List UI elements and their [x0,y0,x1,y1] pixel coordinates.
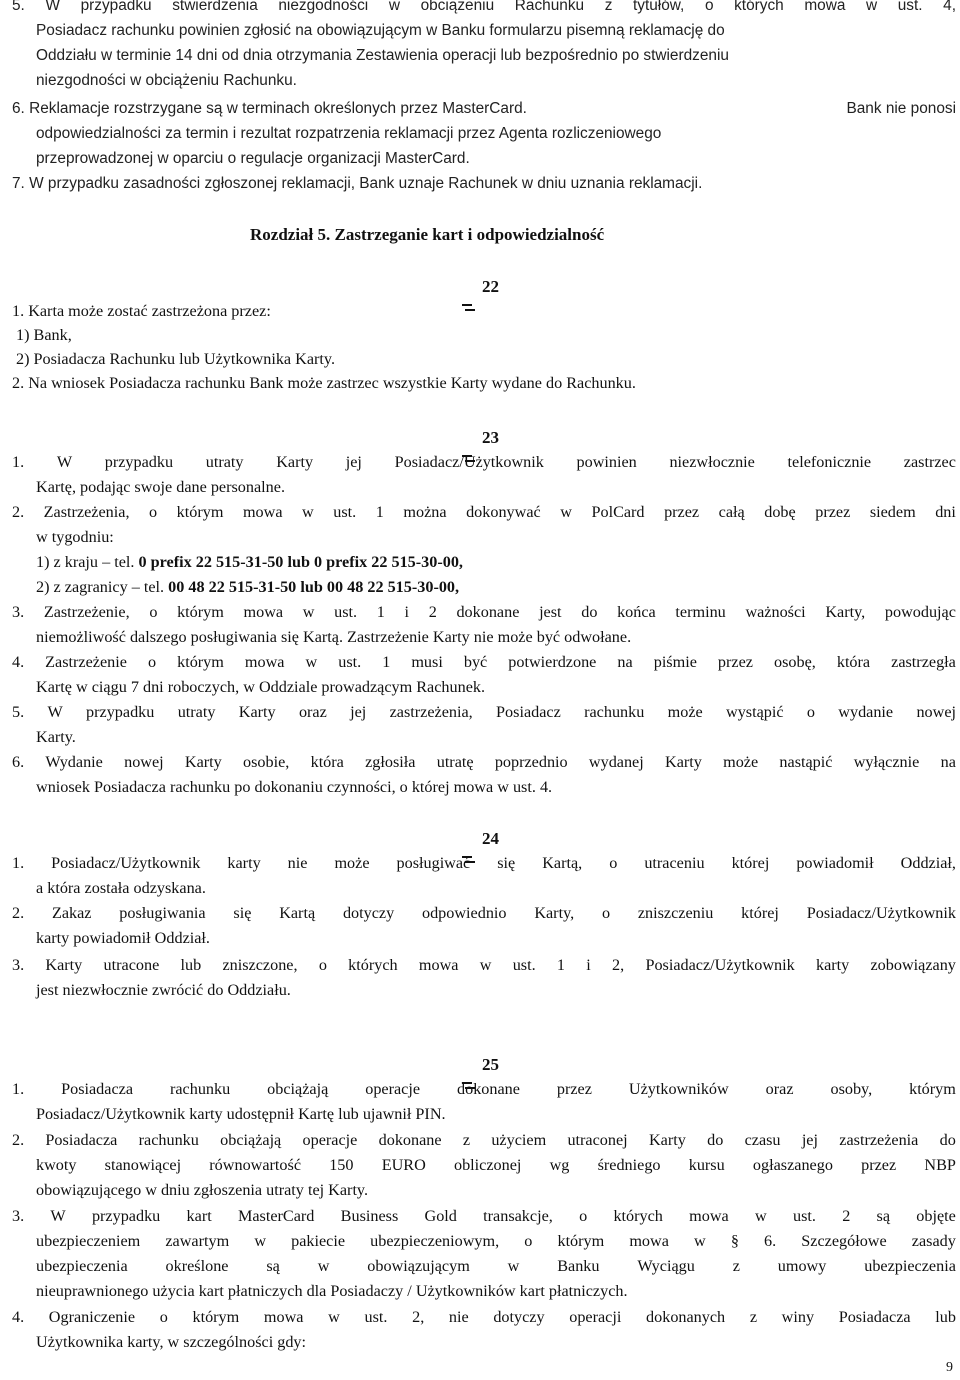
word: utraty [205,453,244,471]
s25-line-4 [36,1153,956,1178]
word: całą [718,503,745,521]
word: może [334,854,370,872]
s24-line-4: karty powiadomił Oddział. [36,929,210,947]
word: Kartą [279,904,316,922]
word: o [806,703,815,721]
word: ważności [745,603,806,621]
s23-line-9 [12,650,956,675]
word: 1. [12,453,25,471]
word: tytułów, [633,0,685,14]
word: potwierdzone [508,653,597,671]
word: kart [186,1207,212,1225]
word: 1 [376,603,385,621]
word: dokonywać [466,503,541,521]
paragraph-5-line-4: niezgodności w obciążeniu Rachunku. [36,72,297,89]
s25-line-7 [36,1229,956,1254]
word: o [318,956,327,974]
word: umowy [777,1257,827,1275]
word: Posiadacz [496,703,561,721]
word: mowa [243,603,284,621]
word: Kartą, [542,854,583,872]
s23-line-3 [12,500,956,525]
word: Karty, [534,904,575,922]
word: wydanej [588,753,644,771]
word: ust. [334,603,358,621]
word: ust. [897,0,923,14]
s23-line-2: Kartę, podając swoje dane personalne. [36,478,286,496]
s23-line-10: Kartę w ciągu 7 dni roboczych, w Oddziale prowadzącym Rachunek. [36,678,486,696]
word: z [732,1257,740,1275]
word: zastrzegła [891,653,956,671]
word: dokonane [456,603,520,621]
word: której [731,854,770,872]
word: 2. [12,503,25,521]
word: 2. [12,1131,25,1149]
word: Ograniczenie [48,1308,136,1326]
word: przez [861,1156,897,1174]
word: czasu [744,1131,781,1149]
s23-line-14: wniosek Posiadacza rachunku po dokonaniu czynności, o której mowa w ust. 4. [36,778,553,796]
word: karty [227,854,261,872]
word: ubezpieczenia [864,1257,956,1275]
word: Posiadacza [61,1080,134,1098]
word: 2, [612,956,625,974]
s25-line-5: obowiązującego w dniu zgłoszenia utraty tej Karty. [36,1181,369,1199]
paragraph-5-line-1 [12,0,956,18]
word: 1 [382,653,391,671]
word: NBP [924,1156,956,1174]
s22-line-4: 2. Na wniosek Posiadacza rachunku Bank może zastrzec wszystkie Karty wydane do Rachunku. [12,374,636,392]
s23-line-13 [12,750,956,775]
word: pakiecie [291,1232,346,1250]
word: do [581,603,598,621]
word: W [50,1207,66,1225]
word: końca [617,603,656,621]
word: 3. [12,956,25,974]
word: można [403,503,447,521]
word: rachunku [584,703,645,721]
word: są [266,1257,280,1275]
word: których [348,956,398,974]
word: Zakaz [51,904,92,922]
paragraph-5-line-2: Posiadacz rachunku powinien zgłosić na obowiązującym w Banku formularzu pisemną reklamację do [36,22,725,39]
word: Wyciągu [637,1257,695,1275]
word: Posiadacz/Użytkownik [806,904,956,922]
word: Posiadacza [838,1308,911,1326]
word: w [388,0,400,14]
word: jej [350,703,367,721]
word: 2 [428,603,437,621]
word: ust. [512,956,536,974]
word: do [707,1131,724,1149]
word: zastrzeżenia [839,1131,919,1149]
word: nastąpić [779,753,833,771]
word: ust. [792,1207,816,1225]
word: o [159,1308,168,1326]
s25-line-3 [12,1128,956,1153]
s25-line-6 [12,1204,956,1229]
word: niezwłocznie [669,453,755,471]
word: Banku [557,1257,600,1275]
paragraph-5-line-3: Oddziału w terminie 14 dni od dnia otrzymania Zestawienia operacji lub bezpośrednio po stwierdzeniu [36,47,729,64]
word: Zastrzeżenie, [43,603,130,621]
word: w [507,1257,520,1275]
s24-line-3 [12,901,956,926]
word: 5. [12,0,25,14]
word: w [317,1257,330,1275]
word: w [694,1232,706,1250]
word: określone [165,1257,229,1275]
s24-line-6: jest niezwłocznie zwrócić do Oddziału. [36,981,291,999]
word: winy [781,1308,815,1326]
word: powodując [884,603,956,621]
word: musi [411,653,443,671]
word: § [730,1232,739,1250]
word: 1. [12,854,25,872]
word: Karty [45,956,83,974]
word: Posiadacz/Użytkownik [394,453,544,471]
s25-line-9: nieuprawnionego użycia kart płatniczych dla Posiadaczy / Użytkowników kart płatniczych. [36,1282,628,1300]
word: W [47,703,63,721]
word: Rachunku [514,0,585,14]
s23-line-7 [12,600,956,625]
word: w [328,1308,340,1326]
word: Zastrzeżenia, [43,503,130,521]
word: kursu [688,1156,725,1174]
word: 2. [12,904,25,922]
word: Karty [238,703,276,721]
paragraph-7-line-1: 7. W przypadku zasadności zgłoszonej reklamacji, Bank uznaje Rachunek w dniu uznania reklamacji. [12,175,703,192]
word: wg [549,1156,570,1174]
word: dni [935,503,956,521]
s25-line-2: Posiadacz/Użytkownik karty udostępnił Kartę lub ujawnił PIN. [36,1105,446,1123]
word: Karty [665,753,702,771]
word: obowiązującym [367,1257,470,1275]
word: w [302,503,314,521]
word: 150 [329,1156,354,1174]
word: Szczegółowe [801,1232,887,1250]
s23-line-4: w tygodniu: [36,528,114,546]
word: nowej [124,753,164,771]
s23-line-12: Karty. [36,728,76,746]
word: w [866,0,878,14]
s23-line-11 [12,700,956,725]
paragraph-6-line-2: odpowiedzialności za termin i rezultat rozpatrzenia reklamacji przez Agenta rozliczeniowego [36,125,662,142]
word: Zastrzeżenie [45,653,127,671]
word: osobie, [243,753,290,771]
s23-line-1 [12,450,956,475]
word: ogłaszanego [752,1156,833,1174]
word: z [462,1131,471,1149]
word: piśmie [653,653,697,671]
word: karty [815,956,850,974]
word: i [404,603,410,621]
word: utratę [436,753,474,771]
word: osoby, [830,1080,873,1098]
word: Oddział, [900,854,956,872]
word: zawartym [165,1232,230,1250]
word: mowa [263,1308,304,1326]
word: równowartość [209,1156,301,1174]
word: 1 [556,956,565,974]
word: 3. [12,603,25,621]
word: obciążają [220,1131,282,1149]
word: powinien [576,453,637,471]
word: w [755,1207,767,1225]
word: o [609,854,618,872]
s22-line-2: 1) Bank, [16,326,72,344]
word: kwoty [36,1156,77,1174]
word: rachunku [138,1131,199,1149]
word: którym [177,653,224,671]
s22-line-1: 1. Karta może zostać zastrzeżona przez: [12,302,271,320]
word: nie [448,1308,469,1326]
word: mowa [418,956,459,974]
word: poprzednio [494,753,568,771]
word: dotyczy [493,1308,545,1326]
word: osobę, [774,653,816,671]
word: zniszczone, [222,956,298,974]
word: MasterCard [237,1207,315,1225]
word: ust. [333,503,357,521]
word: się [233,904,252,922]
word: przez [717,653,753,671]
word: i [586,956,591,974]
word: w [479,956,492,974]
word: zastrzeżenia, [389,703,473,721]
word: średniego [597,1156,661,1174]
word: Karty [184,753,222,771]
word: nie [287,854,308,872]
word: dotyczy [342,904,395,922]
s24-line-5 [12,953,956,978]
word: stwierdzenia [172,0,258,14]
word: operacje [365,1080,421,1098]
word: PolCard [591,503,645,521]
s25-line-8 [36,1254,956,1279]
word: Użytkowników [628,1080,729,1098]
word: na [617,653,633,671]
word: 1 [375,503,384,521]
word: 4, [943,0,956,14]
word: wystąpić [726,703,784,721]
word: wyłącznie [853,753,920,771]
word: na [940,753,956,771]
word: lub [180,956,202,974]
word: którym [176,503,224,521]
word: ubezpieczeniowym, [370,1232,500,1250]
word: Posiadacza [45,1131,118,1149]
word: 2 [842,1207,851,1225]
word: Business [340,1207,399,1225]
word: mowa [629,1232,669,1250]
word: dokonane [378,1131,442,1149]
word: przez [815,503,851,521]
word: oraz [765,1080,794,1098]
word: utraceniu [644,854,705,872]
word: stanowiącej [104,1156,182,1174]
word: o [147,653,157,671]
word: Posiadacz/Użytkownik [645,956,795,974]
word: się [497,854,516,872]
word: obciążeniu [420,0,495,14]
word: terminu [675,603,726,621]
word: 2, [412,1308,425,1326]
word: zastrzec [903,453,956,471]
word: zgłosiła [365,753,416,771]
s25-line-1 [12,1077,956,1102]
word: utracone [103,956,160,974]
word: utraconej [567,1131,628,1149]
word: niezgodności [278,0,369,14]
word: mowa [804,0,846,14]
word: do [939,1131,956,1149]
word: która [836,653,871,671]
word: przypadku [91,1207,161,1225]
word: którym [909,1080,956,1098]
word: przez [664,503,700,521]
word: dobę [764,503,796,521]
word: objęte [916,1207,956,1225]
word: zobowiązany [870,956,956,974]
word: przypadku [104,453,174,471]
word: którym [177,603,224,621]
word: jej [801,1131,818,1149]
word: lub [935,1308,956,1326]
word: o [149,603,158,621]
word: przypadku [86,703,155,721]
word: powiadomił [796,854,874,872]
word: w [302,603,315,621]
word: w [560,503,572,521]
paragraph-6-line-1: 6. Reklamacje rozstrzygane są w terminach określonych przez MasterCard. Bank nie ponosi [12,100,956,117]
word: mowa [244,653,285,671]
word: zasady [911,1232,956,1250]
word: Posiadacz/Użytkownik [51,854,201,872]
word: być [463,653,488,671]
word: operacji [569,1308,622,1326]
word: przypadku [80,0,152,14]
word: 5. [12,703,25,721]
word: wydanie [838,703,894,721]
word: których [613,1207,663,1225]
word: utraty [177,703,216,721]
word: 1. [12,1080,25,1098]
word: 6. [12,753,25,771]
s23-line-8: niemożliwość dalszego posługiwania się Kartą. Zastrzeżenie Karty nie może być odwołane. [36,628,632,646]
word: z [749,1308,757,1326]
word: o [601,904,611,922]
word: 4. [12,1308,25,1326]
word: jej [345,453,362,471]
word: siedem [869,503,916,521]
s25-line-11: Użytkownika karty, w szczególności gdy: [36,1333,307,1351]
word: których [734,0,784,14]
word: W [56,453,73,471]
word: ust. [364,1308,388,1326]
word: ubezpieczenia [36,1257,128,1275]
word: obciążają [267,1080,329,1098]
word: transakcje, [483,1207,553,1225]
word: oraz [298,703,327,721]
word: telefonicznie [787,453,872,471]
section-25-heading: 25 [482,1055,499,1074]
word: operacje [302,1131,358,1149]
word: nowej [916,703,956,721]
word: która [310,753,344,771]
word: Karty [648,1131,686,1149]
chapter-heading: Rozdział 5. Zastrzeganie kart i odpowiedzialność [250,225,605,244]
s25-line-10 [12,1305,956,1330]
word: rachunku [169,1080,231,1098]
word: 3. [12,1207,25,1225]
word: są [876,1207,891,1225]
word: przez [556,1080,592,1098]
paragraph-6-line-3: przeprowadzonej w oparciu o regulacje organizacji MasterCard. [36,150,470,167]
s23-line-6: 2) z zagranicy – tel. 00 48 22 515-31-50 lub 00 48 22 515-30-00, [36,578,460,596]
word: którym [192,1308,240,1326]
word: mowa [242,503,283,521]
word: ubezpieczeniem [36,1232,141,1250]
word: dokonanych [646,1308,726,1326]
word: zniszczeniu [637,904,714,922]
word: jest [539,603,562,621]
page-number: 9 [946,1360,953,1375]
word: posługiwania [119,904,206,922]
word: W [45,0,60,14]
word: Karty [276,453,314,471]
s22-line-3: 2) Posiadacza Rachunku lub Użytkownika Karty. [16,350,336,368]
word: mowa [689,1207,729,1225]
word: w [305,653,318,671]
word: której [741,904,779,922]
word: o [524,1232,533,1250]
section-22-heading: 22 [482,277,499,296]
word: użyciem [491,1131,547,1149]
word: posługiwać [396,854,471,872]
word: o [579,1207,588,1225]
section-23-heading: 23 [482,428,499,447]
word: odpowiednio [421,904,507,922]
word: może [723,753,759,771]
section-24-heading: 24 [482,829,499,848]
word: Karty, [825,603,866,621]
word: Wydanie [45,753,103,771]
word: obliczonej [453,1156,522,1174]
word: 4. [12,653,25,671]
s24-line-1 [12,851,956,876]
word: Gold [424,1207,457,1225]
word: dokonane [457,1080,520,1098]
word: w [254,1232,267,1250]
word: ust. [338,653,362,671]
word: 6. [764,1232,777,1250]
word: o [149,503,158,521]
s24-line-2: a która została odzyskana. [36,879,206,897]
s23-line-5: 1) z kraju – tel. 0 prefix 22 515-31-50 lub 0 prefix 22 515-30-00, [36,553,463,571]
word: EURO [381,1156,426,1174]
word: z [604,0,613,14]
word: o [704,0,714,14]
word: może [667,703,703,721]
word: którym [557,1232,605,1250]
